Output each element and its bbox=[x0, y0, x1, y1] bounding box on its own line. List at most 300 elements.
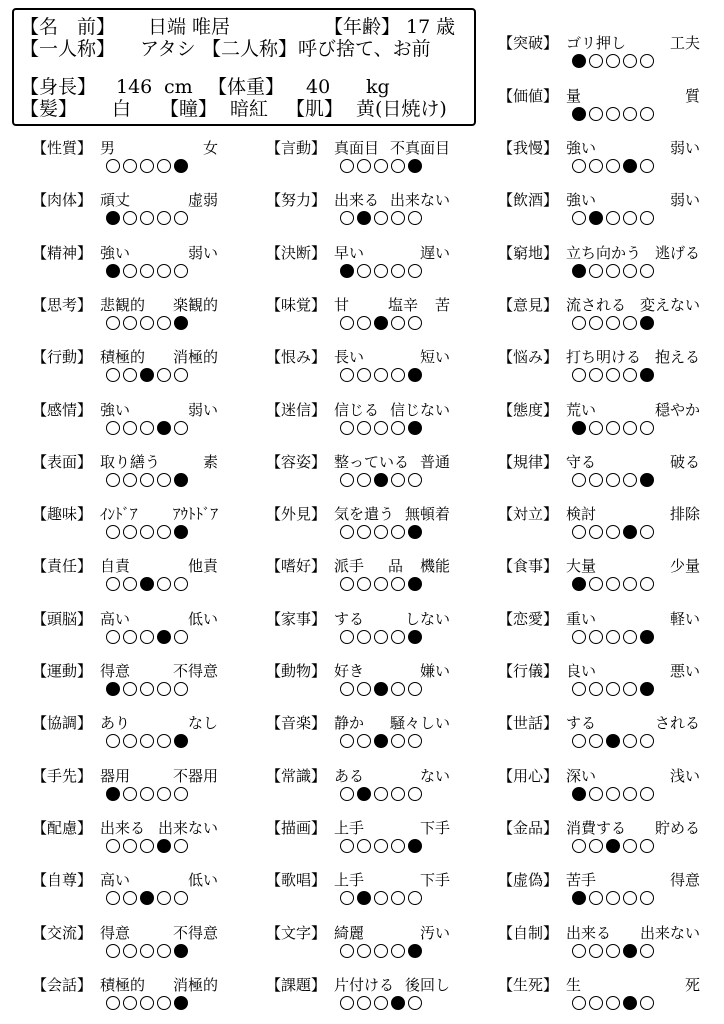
scale-dot-empty[interactable] bbox=[174, 368, 188, 382]
scale-dot-empty[interactable] bbox=[640, 787, 654, 801]
scale-dot-empty[interactable] bbox=[408, 891, 422, 905]
scale-dot-empty[interactable] bbox=[140, 787, 154, 801]
scale-dot-empty[interactable] bbox=[606, 525, 620, 539]
scale-dot-empty[interactable] bbox=[606, 473, 620, 487]
scale-dot-filled[interactable] bbox=[572, 787, 586, 801]
scale-dot-empty[interactable] bbox=[391, 630, 405, 644]
scale-dot-empty[interactable] bbox=[391, 421, 405, 435]
scale-dot-empty[interactable] bbox=[106, 996, 120, 1010]
scale-dot-empty[interactable] bbox=[123, 787, 137, 801]
scale-dot-empty[interactable] bbox=[589, 264, 603, 278]
scale-dot-empty[interactable] bbox=[106, 891, 120, 905]
trait-scale bbox=[572, 264, 657, 280]
scale-dot-filled[interactable] bbox=[157, 421, 171, 435]
scale-dot-empty[interactable] bbox=[140, 159, 154, 173]
scale-dot-empty[interactable] bbox=[123, 211, 137, 225]
trait-left-option: 信じる bbox=[334, 400, 380, 419]
scale-dot-filled[interactable] bbox=[174, 316, 188, 330]
scale-dot-empty[interactable] bbox=[623, 264, 637, 278]
trait-label: 【性質】 bbox=[32, 139, 93, 157]
scale-dot-empty[interactable] bbox=[374, 996, 388, 1010]
scale-dot-empty[interactable] bbox=[606, 996, 620, 1010]
scale-dot-empty[interactable] bbox=[357, 734, 371, 748]
scale-dot-filled[interactable] bbox=[623, 944, 637, 958]
scale-dot-empty[interactable] bbox=[157, 368, 171, 382]
scale-dot-empty[interactable] bbox=[106, 630, 120, 644]
scale-dot-empty[interactable] bbox=[357, 839, 371, 853]
scale-dot-empty[interactable] bbox=[174, 577, 188, 591]
trait-row bbox=[32, 504, 268, 552]
scale-dot-filled[interactable] bbox=[572, 891, 586, 905]
scale-dot-empty[interactable] bbox=[140, 682, 154, 696]
scale-dot-empty[interactable] bbox=[572, 525, 586, 539]
scale-dot-empty[interactable] bbox=[357, 264, 371, 278]
scale-dot-empty[interactable] bbox=[357, 421, 371, 435]
trait-row bbox=[498, 870, 724, 918]
scale-dot-empty[interactable] bbox=[140, 316, 154, 330]
trait-row bbox=[32, 452, 268, 500]
scale-dot-empty[interactable] bbox=[123, 525, 137, 539]
scale-dot-filled[interactable] bbox=[140, 368, 154, 382]
trait-row bbox=[266, 138, 502, 186]
trait-right-option: 下手 bbox=[419, 818, 450, 837]
scale-dot-empty[interactable] bbox=[340, 787, 354, 801]
scale-dot-empty[interactable] bbox=[391, 734, 405, 748]
scale-dot-filled[interactable] bbox=[357, 891, 371, 905]
scale-dot-empty[interactable] bbox=[140, 944, 154, 958]
scale-dot-empty[interactable] bbox=[357, 159, 371, 173]
scale-dot-empty[interactable] bbox=[640, 944, 654, 958]
scale-dot-empty[interactable] bbox=[589, 54, 603, 68]
scale-dot-empty[interactable] bbox=[140, 734, 154, 748]
scale-dot-filled[interactable] bbox=[374, 316, 388, 330]
scale-dot-filled[interactable] bbox=[174, 996, 188, 1010]
trait-left-option: 出来る bbox=[100, 818, 146, 837]
scale-dot-filled[interactable] bbox=[106, 682, 120, 696]
scale-dot-empty[interactable] bbox=[374, 630, 388, 644]
scale-dot-filled[interactable] bbox=[140, 577, 154, 591]
scale-dot-filled[interactable] bbox=[106, 787, 120, 801]
scale-dot-empty[interactable] bbox=[572, 734, 586, 748]
scale-dot-empty[interactable] bbox=[374, 787, 388, 801]
scale-dot-empty[interactable] bbox=[157, 734, 171, 748]
scale-dot-empty[interactable] bbox=[340, 159, 354, 173]
scale-dot-empty[interactable] bbox=[589, 682, 603, 696]
scale-dot-empty[interactable] bbox=[374, 525, 388, 539]
trait-left-option: 苦手 bbox=[566, 871, 597, 890]
scale-dot-filled[interactable] bbox=[157, 630, 171, 644]
scale-dot-empty[interactable] bbox=[157, 996, 171, 1010]
trait-label: 【肉体】 bbox=[32, 191, 93, 210]
scale-dot-empty[interactable] bbox=[589, 473, 603, 487]
scale-dot-empty[interactable] bbox=[140, 473, 154, 487]
trait-right-option: 弱い bbox=[669, 191, 700, 210]
trait-label: 【常識】 bbox=[266, 766, 327, 785]
scale-dot-empty[interactable] bbox=[123, 734, 137, 748]
scale-dot-empty[interactable] bbox=[357, 682, 371, 696]
scale-dot-empty[interactable] bbox=[391, 682, 405, 696]
scale-dot-empty[interactable] bbox=[408, 264, 422, 278]
scale-dot-empty[interactable] bbox=[106, 577, 120, 591]
scale-dot-empty[interactable] bbox=[123, 577, 137, 591]
scale-dot-empty[interactable] bbox=[157, 944, 171, 958]
scale-dot-empty[interactable] bbox=[357, 525, 371, 539]
scale-dot-empty[interactable] bbox=[589, 787, 603, 801]
trait-scale bbox=[340, 996, 425, 1012]
scale-dot-empty[interactable] bbox=[606, 577, 620, 591]
scale-dot-filled[interactable] bbox=[174, 159, 188, 173]
scale-dot-empty[interactable] bbox=[572, 839, 586, 853]
scale-dot-empty[interactable] bbox=[589, 316, 603, 330]
scale-dot-empty[interactable] bbox=[623, 473, 637, 487]
scale-dot-empty[interactable] bbox=[606, 316, 620, 330]
scale-dot-empty[interactable] bbox=[374, 577, 388, 591]
scale-dot-filled[interactable] bbox=[174, 734, 188, 748]
scale-dot-empty[interactable] bbox=[640, 839, 654, 853]
trait-label: 【食事】 bbox=[498, 557, 559, 576]
scale-dot-empty[interactable] bbox=[391, 368, 405, 382]
scale-dot-empty[interactable] bbox=[606, 682, 620, 696]
scale-dot-empty[interactable] bbox=[340, 682, 354, 696]
scale-dot-empty[interactable] bbox=[374, 159, 388, 173]
scale-dot-empty[interactable] bbox=[157, 473, 171, 487]
scale-dot-empty[interactable] bbox=[340, 891, 354, 905]
scale-dot-empty[interactable] bbox=[391, 316, 405, 330]
scale-dot-empty[interactable] bbox=[174, 630, 188, 644]
scale-dot-empty[interactable] bbox=[640, 525, 654, 539]
scale-dot-filled[interactable] bbox=[640, 630, 654, 644]
scale-dot-empty[interactable] bbox=[572, 630, 586, 644]
scale-dot-empty[interactable] bbox=[640, 211, 654, 225]
scale-dot-empty[interactable] bbox=[408, 682, 422, 696]
scale-dot-empty[interactable] bbox=[123, 473, 137, 487]
scale-dot-filled[interactable] bbox=[640, 682, 654, 696]
scale-dot-filled[interactable] bbox=[408, 630, 422, 644]
scale-dot-empty[interactable] bbox=[174, 421, 188, 435]
scale-dot-empty[interactable] bbox=[106, 839, 120, 853]
scale-dot-filled[interactable] bbox=[174, 944, 188, 958]
scale-dot-empty[interactable] bbox=[157, 525, 171, 539]
scale-dot-empty[interactable] bbox=[140, 264, 154, 278]
scale-dot-empty[interactable] bbox=[123, 630, 137, 644]
scale-dot-empty[interactable] bbox=[374, 421, 388, 435]
scale-dot-empty[interactable] bbox=[123, 996, 137, 1010]
scale-dot-empty[interactable] bbox=[391, 577, 405, 591]
scale-dot-empty[interactable] bbox=[340, 630, 354, 644]
scale-dot-empty[interactable] bbox=[572, 682, 586, 696]
scale-dot-empty[interactable] bbox=[106, 944, 120, 958]
scale-dot-empty[interactable] bbox=[391, 839, 405, 853]
scale-dot-empty[interactable] bbox=[572, 473, 586, 487]
scale-dot-empty[interactable] bbox=[589, 734, 603, 748]
scale-dot-empty[interactable] bbox=[606, 891, 620, 905]
scale-dot-filled[interactable] bbox=[623, 159, 637, 173]
scale-dot-empty[interactable] bbox=[157, 316, 171, 330]
scale-dot-empty[interactable] bbox=[340, 473, 354, 487]
scale-dot-empty[interactable] bbox=[340, 734, 354, 748]
height-label: 【身長】 bbox=[20, 76, 97, 98]
scale-dot-empty[interactable] bbox=[640, 54, 654, 68]
scale-dot-empty[interactable] bbox=[391, 264, 405, 278]
scale-dot-empty[interactable] bbox=[572, 944, 586, 958]
scale-dot-empty[interactable] bbox=[340, 525, 354, 539]
scale-dot-empty[interactable] bbox=[374, 944, 388, 958]
scale-dot-filled[interactable] bbox=[106, 264, 120, 278]
scale-dot-empty[interactable] bbox=[606, 107, 620, 121]
scale-dot-empty[interactable] bbox=[140, 996, 154, 1010]
scale-dot-empty[interactable] bbox=[408, 996, 422, 1010]
scale-dot-empty[interactable] bbox=[572, 368, 586, 382]
scale-dot-empty[interactable] bbox=[157, 577, 171, 591]
scale-dot-empty[interactable] bbox=[357, 577, 371, 591]
scale-dot-filled[interactable] bbox=[408, 944, 422, 958]
scale-dot-filled[interactable] bbox=[174, 525, 188, 539]
scale-dot-empty[interactable] bbox=[589, 944, 603, 958]
scale-dot-empty[interactable] bbox=[106, 734, 120, 748]
scale-dot-filled[interactable] bbox=[374, 734, 388, 748]
scale-dot-empty[interactable] bbox=[640, 996, 654, 1010]
scale-dot-empty[interactable] bbox=[140, 839, 154, 853]
scale-dot-empty[interactable] bbox=[640, 264, 654, 278]
scale-dot-filled[interactable] bbox=[589, 211, 603, 225]
scale-dot-empty[interactable] bbox=[623, 891, 637, 905]
scale-dot-empty[interactable] bbox=[572, 159, 586, 173]
scale-dot-empty[interactable] bbox=[606, 787, 620, 801]
scale-dot-empty[interactable] bbox=[623, 630, 637, 644]
scale-dot-empty[interactable] bbox=[174, 787, 188, 801]
scale-dot-empty[interactable] bbox=[357, 368, 371, 382]
scale-dot-filled[interactable] bbox=[572, 54, 586, 68]
trait-scale bbox=[106, 839, 191, 855]
scale-dot-empty[interactable] bbox=[589, 839, 603, 853]
scale-dot-empty[interactable] bbox=[640, 107, 654, 121]
scale-dot-empty[interactable] bbox=[640, 891, 654, 905]
scale-dot-empty[interactable] bbox=[623, 107, 637, 121]
scale-dot-empty[interactable] bbox=[106, 421, 120, 435]
scale-dot-filled[interactable] bbox=[606, 839, 620, 853]
scale-dot-empty[interactable] bbox=[623, 577, 637, 591]
scale-dot-empty[interactable] bbox=[623, 54, 637, 68]
scale-dot-empty[interactable] bbox=[589, 525, 603, 539]
scale-dot-empty[interactable] bbox=[374, 368, 388, 382]
scale-dot-empty[interactable] bbox=[157, 211, 171, 225]
scale-dot-empty[interactable] bbox=[623, 734, 637, 748]
trait-left-option: 甘 bbox=[334, 295, 350, 314]
scale-dot-filled[interactable] bbox=[640, 473, 654, 487]
scale-dot-empty[interactable] bbox=[374, 264, 388, 278]
scale-dot-empty[interactable] bbox=[340, 577, 354, 591]
scale-dot-empty[interactable] bbox=[374, 891, 388, 905]
scale-dot-empty[interactable] bbox=[623, 368, 637, 382]
scale-dot-empty[interactable] bbox=[340, 421, 354, 435]
scale-dot-empty[interactable] bbox=[606, 264, 620, 278]
scale-dot-filled[interactable] bbox=[408, 159, 422, 173]
scale-dot-empty[interactable] bbox=[623, 682, 637, 696]
scale-dot-empty[interactable] bbox=[106, 159, 120, 173]
scale-dot-empty[interactable] bbox=[174, 211, 188, 225]
scale-dot-filled[interactable] bbox=[408, 368, 422, 382]
scale-dot-empty[interactable] bbox=[174, 891, 188, 905]
scale-dot-empty[interactable] bbox=[140, 421, 154, 435]
scale-dot-empty[interactable] bbox=[606, 630, 620, 644]
scale-dot-filled[interactable] bbox=[374, 682, 388, 696]
scale-dot-empty[interactable] bbox=[123, 944, 137, 958]
scale-dot-filled[interactable] bbox=[572, 107, 586, 121]
scale-dot-empty[interactable] bbox=[589, 107, 603, 121]
first-person-value: アタシ bbox=[140, 38, 196, 60]
scale-dot-empty[interactable] bbox=[174, 839, 188, 853]
scale-dot-empty[interactable] bbox=[606, 159, 620, 173]
scale-dot-filled[interactable] bbox=[640, 368, 654, 382]
scale-dot-empty[interactable] bbox=[340, 368, 354, 382]
scale-dot-empty[interactable] bbox=[357, 630, 371, 644]
scale-dot-empty[interactable] bbox=[140, 211, 154, 225]
scale-dot-empty[interactable] bbox=[157, 159, 171, 173]
scale-dot-empty[interactable] bbox=[572, 316, 586, 330]
scale-dot-empty[interactable] bbox=[623, 211, 637, 225]
scale-dot-filled[interactable] bbox=[140, 891, 154, 905]
scale-dot-empty[interactable] bbox=[157, 682, 171, 696]
scale-dot-filled[interactable] bbox=[174, 473, 188, 487]
scale-dot-empty[interactable] bbox=[106, 473, 120, 487]
scale-dot-empty[interactable] bbox=[340, 316, 354, 330]
scale-dot-empty[interactable] bbox=[357, 473, 371, 487]
scale-dot-empty[interactable] bbox=[606, 944, 620, 958]
scale-dot-empty[interactable] bbox=[391, 787, 405, 801]
scale-dot-empty[interactable] bbox=[606, 54, 620, 68]
scale-dot-filled[interactable] bbox=[408, 525, 422, 539]
scale-dot-empty[interactable] bbox=[106, 316, 120, 330]
scale-dot-filled[interactable] bbox=[357, 211, 371, 225]
trait-row bbox=[498, 975, 724, 1023]
trait-right-option: 逃げる bbox=[654, 243, 700, 262]
scale-dot-filled[interactable] bbox=[106, 211, 120, 225]
scale-dot-empty[interactable] bbox=[606, 421, 620, 435]
scale-dot-empty[interactable] bbox=[123, 264, 137, 278]
scale-dot-filled[interactable] bbox=[391, 996, 405, 1010]
scale-dot-empty[interactable] bbox=[623, 839, 637, 853]
scale-dot-filled[interactable] bbox=[374, 473, 388, 487]
scale-dot-filled[interactable] bbox=[623, 996, 637, 1010]
trait-right-option: 不真面目 bbox=[389, 139, 450, 157]
scale-dot-empty[interactable] bbox=[340, 996, 354, 1010]
scale-dot-empty[interactable] bbox=[374, 839, 388, 853]
scale-dot-empty[interactable] bbox=[589, 368, 603, 382]
scale-dot-empty[interactable] bbox=[374, 211, 388, 225]
trait-row bbox=[32, 975, 268, 1023]
trait-scale bbox=[572, 891, 657, 907]
scale-dot-empty[interactable] bbox=[140, 630, 154, 644]
scale-dot-filled[interactable] bbox=[340, 264, 354, 278]
scale-dot-empty[interactable] bbox=[408, 787, 422, 801]
scale-dot-filled[interactable] bbox=[623, 525, 637, 539]
scale-dot-empty[interactable] bbox=[606, 368, 620, 382]
scale-dot-empty[interactable] bbox=[640, 734, 654, 748]
scale-dot-filled[interactable] bbox=[157, 839, 171, 853]
scale-dot-empty[interactable] bbox=[106, 525, 120, 539]
trait-label: 【表面】 bbox=[32, 452, 93, 471]
scale-dot-empty[interactable] bbox=[174, 264, 188, 278]
scale-dot-empty[interactable] bbox=[157, 787, 171, 801]
scale-dot-empty[interactable] bbox=[589, 577, 603, 591]
scale-dot-empty[interactable] bbox=[408, 316, 422, 330]
scale-dot-filled[interactable] bbox=[640, 316, 654, 330]
scale-dot-empty[interactable] bbox=[589, 421, 603, 435]
scale-dot-empty[interactable] bbox=[123, 891, 137, 905]
scale-dot-empty[interactable] bbox=[340, 839, 354, 853]
scale-dot-empty[interactable] bbox=[391, 211, 405, 225]
scale-dot-empty[interactable] bbox=[408, 473, 422, 487]
scale-dot-empty[interactable] bbox=[589, 891, 603, 905]
scale-dot-empty[interactable] bbox=[106, 368, 120, 382]
scale-dot-empty[interactable] bbox=[123, 316, 137, 330]
scale-dot-filled[interactable] bbox=[606, 734, 620, 748]
scale-dot-empty[interactable] bbox=[123, 682, 137, 696]
scale-dot-filled[interactable] bbox=[408, 421, 422, 435]
scale-dot-empty[interactable] bbox=[640, 577, 654, 591]
scale-dot-empty[interactable] bbox=[408, 211, 422, 225]
scale-dot-filled[interactable] bbox=[408, 577, 422, 591]
scale-dot-empty[interactable] bbox=[589, 996, 603, 1010]
scale-dot-empty[interactable] bbox=[572, 996, 586, 1010]
scale-dot-empty[interactable] bbox=[640, 421, 654, 435]
trait-scale bbox=[340, 368, 425, 384]
scale-dot-empty[interactable] bbox=[623, 421, 637, 435]
scale-dot-empty[interactable] bbox=[606, 211, 620, 225]
scale-dot-empty[interactable] bbox=[123, 368, 137, 382]
scale-dot-empty[interactable] bbox=[623, 316, 637, 330]
scale-dot-empty[interactable] bbox=[123, 159, 137, 173]
trait-left-option: 良い bbox=[566, 662, 597, 680]
scale-dot-empty[interactable] bbox=[640, 159, 654, 173]
scale-dot-empty[interactable] bbox=[157, 264, 171, 278]
scale-dot-empty[interactable] bbox=[391, 473, 405, 487]
scale-dot-empty[interactable] bbox=[391, 159, 405, 173]
scale-dot-empty[interactable] bbox=[123, 421, 137, 435]
scale-dot-empty[interactable] bbox=[140, 525, 154, 539]
scale-dot-filled[interactable] bbox=[572, 577, 586, 591]
trait-scale bbox=[106, 525, 191, 541]
trait-label: 【行儀】 bbox=[498, 662, 559, 680]
trait-row bbox=[498, 609, 724, 657]
trait-right-option: なし bbox=[187, 714, 218, 733]
scale-dot-empty[interactable] bbox=[357, 996, 371, 1010]
trait-right-option: 消極的 bbox=[172, 348, 218, 367]
scale-dot-empty[interactable] bbox=[408, 734, 422, 748]
scale-dot-empty[interactable] bbox=[589, 159, 603, 173]
trait-scale bbox=[340, 211, 425, 227]
scale-dot-empty[interactable] bbox=[391, 525, 405, 539]
scale-dot-empty[interactable] bbox=[391, 891, 405, 905]
trait-label: 【態度】 bbox=[498, 400, 559, 419]
scale-dot-empty[interactable] bbox=[357, 316, 371, 330]
scale-dot-empty[interactable] bbox=[391, 944, 405, 958]
scale-dot-empty[interactable] bbox=[123, 839, 137, 853]
scale-dot-empty[interactable] bbox=[157, 891, 171, 905]
trait-scale bbox=[572, 54, 657, 70]
scale-dot-filled[interactable] bbox=[572, 264, 586, 278]
scale-dot-empty[interactable] bbox=[357, 944, 371, 958]
scale-dot-empty[interactable] bbox=[340, 944, 354, 958]
scale-dot-filled[interactable] bbox=[408, 839, 422, 853]
scale-dot-empty[interactable] bbox=[572, 211, 586, 225]
scale-dot-filled[interactable] bbox=[572, 421, 586, 435]
scale-dot-empty[interactable] bbox=[174, 682, 188, 696]
scale-dot-filled[interactable] bbox=[357, 787, 371, 801]
scale-dot-empty[interactable] bbox=[589, 630, 603, 644]
scale-dot-empty[interactable] bbox=[623, 787, 637, 801]
scale-dot-empty[interactable] bbox=[340, 211, 354, 225]
